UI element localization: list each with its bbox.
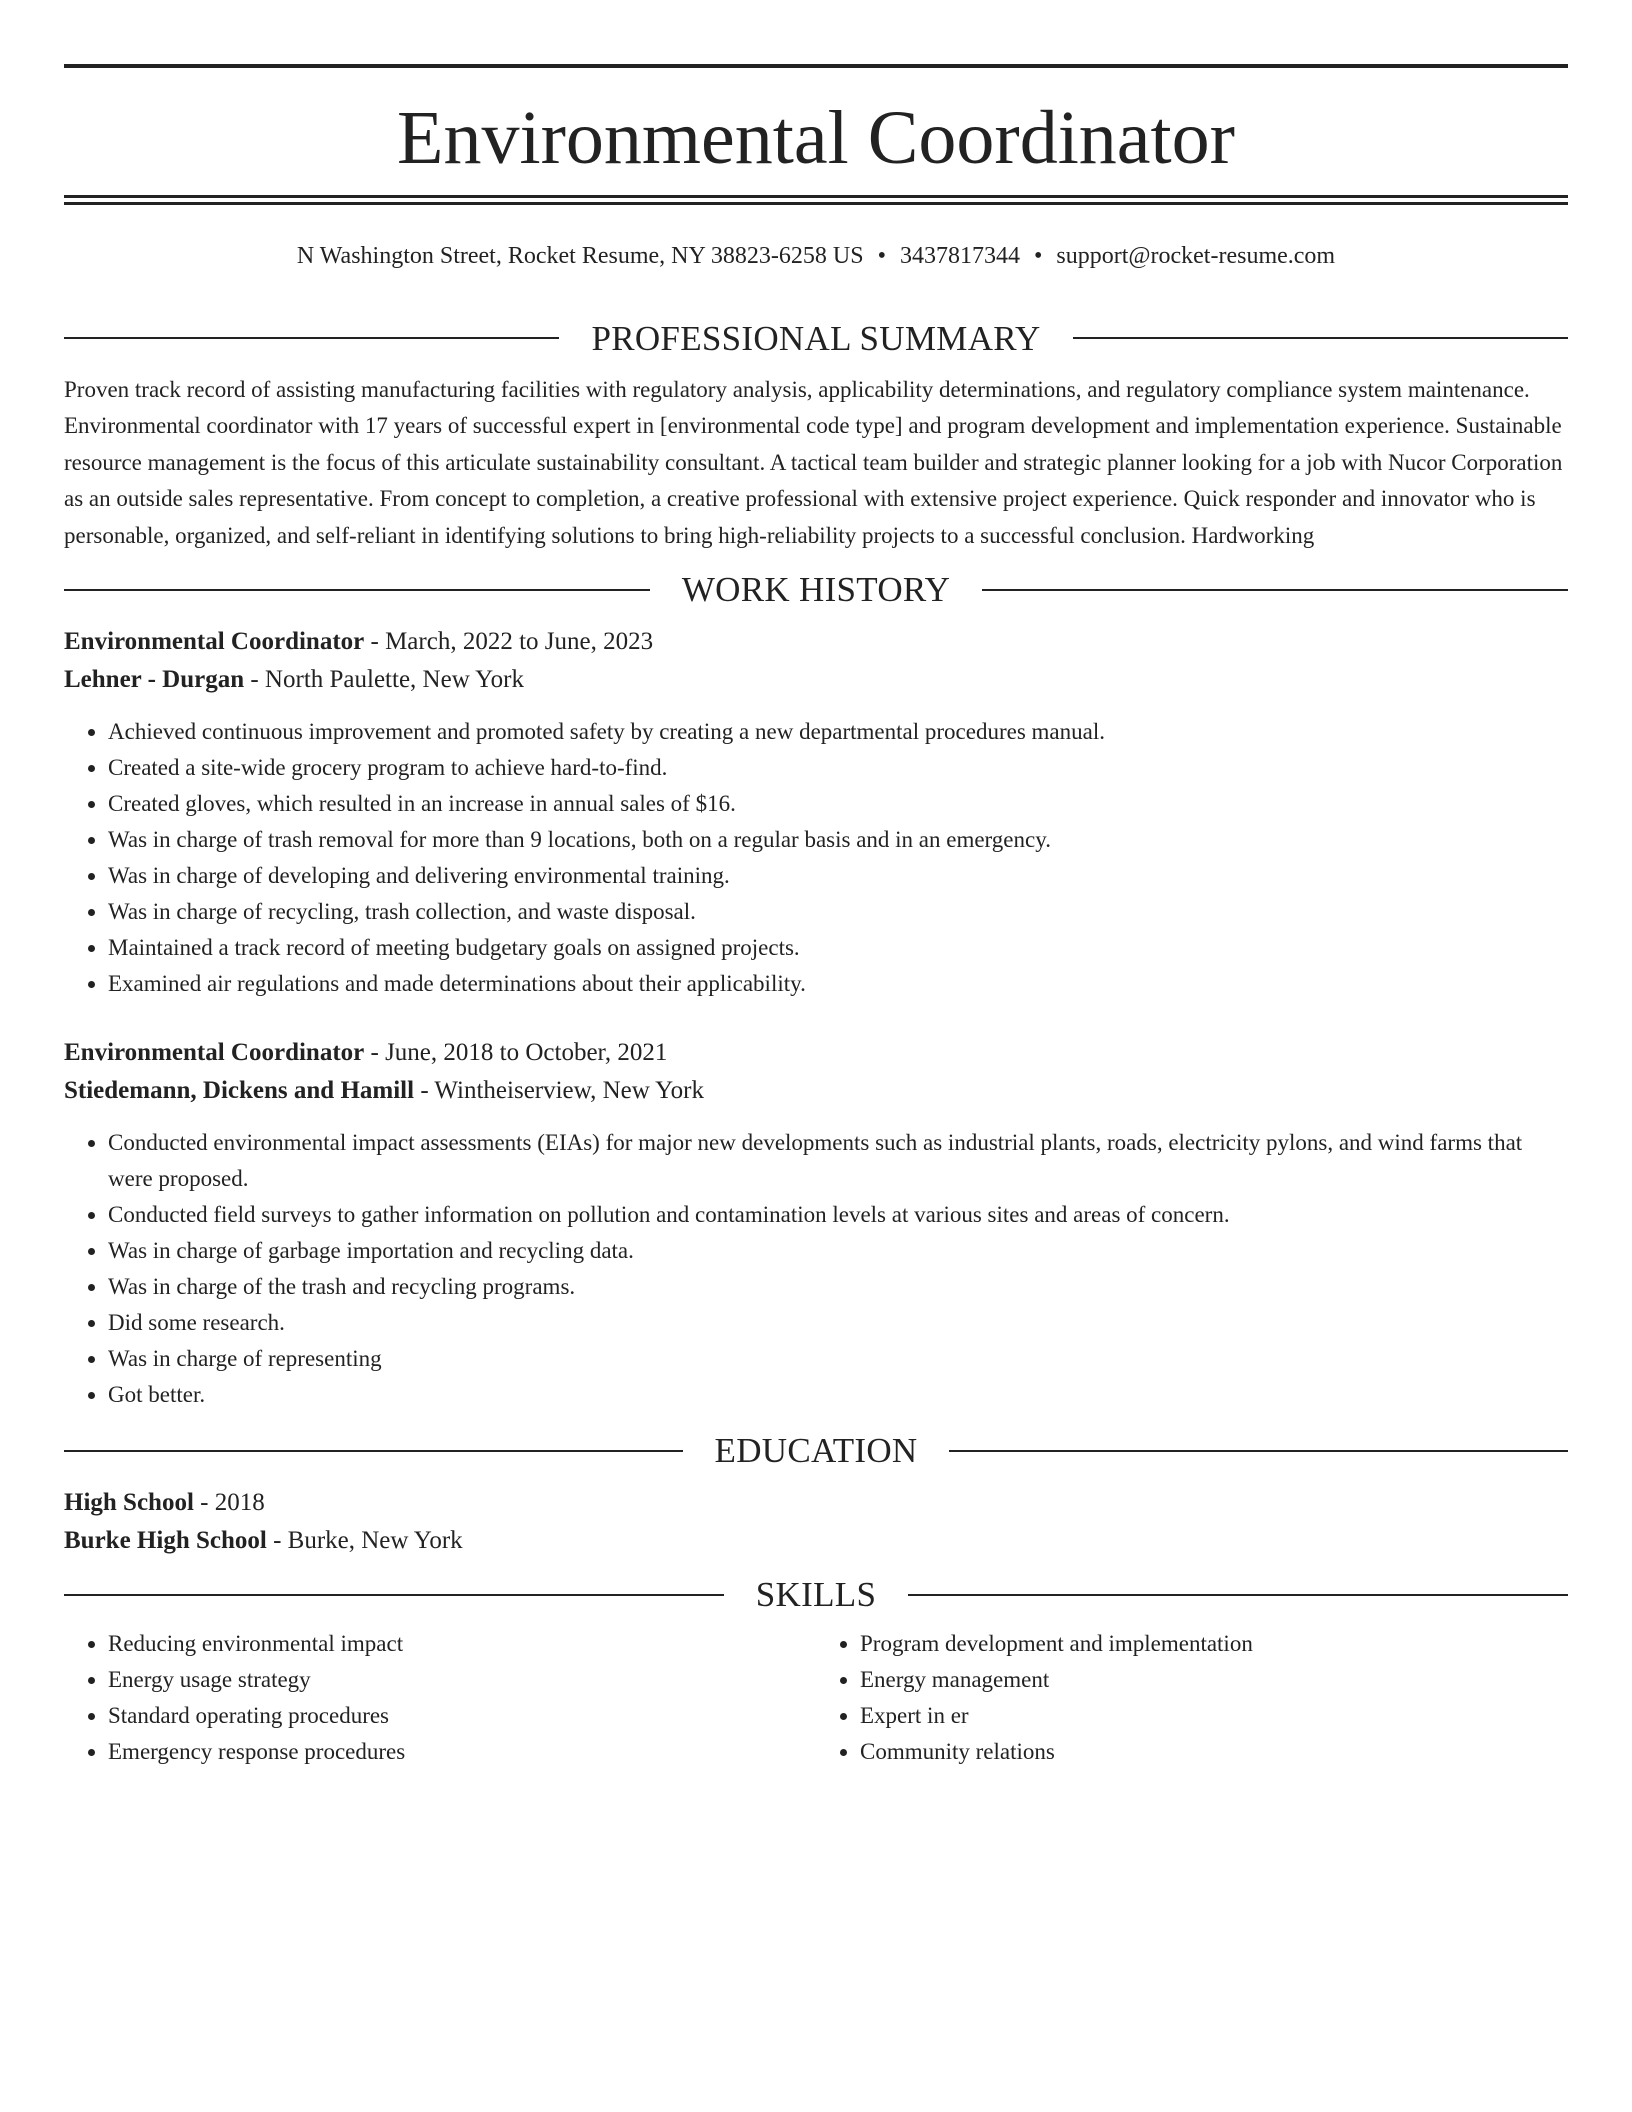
summary-text: Proven track record of assisting manufacturing facilities with regulatory analysis, applicability determinations, and regulatory compliance system maintenance. Environmental coordinator with 17 years of successful expert in [environmental code type] and program development and implementation experience. Sustainable resource management is the focus of this articulate sustainability consultant. A tactical team builder and strategic planner looking for a job with Nucor Corporation as an outside sales representative. From concept to completion, a creative professional with extensive project experience. Quick responder and innovator who is personable, organized, and self-reliant in identifying solutions to bring high-reliability projects to a successful conclusion. Hardworking xyxy=(64,376,1563,548)
section-heading-summary xyxy=(64,318,1568,358)
contact-address: N Washington Street, Rocket Resume, NY 38823-6258 US xyxy=(296,243,864,269)
list-item: • Conducted environmental impact assessments (EIAs) for major new developments such as industrial plants, roads, electricity pylons, and wind farms that were proposed. xyxy=(108,1125,1568,1197)
job-bullets xyxy=(64,1125,1568,1413)
header-double-rule xyxy=(64,195,1568,205)
contact-phone: 3437817344 xyxy=(900,243,1020,269)
list-item: • Got better. xyxy=(108,1377,1568,1413)
education-location: - Burke, New York xyxy=(266,1526,463,1554)
list-item: • Conducted field surveys to gather information on pollution and contamination levels at various sites and areas of concern. xyxy=(108,1197,1568,1233)
job-title-line xyxy=(64,623,1568,661)
skill-item: • Expert in er xyxy=(860,1698,1568,1734)
job-bullets xyxy=(64,714,1568,1002)
list-item: • Maintained a track record of meeting budgetary goals on assigned projects. xyxy=(108,930,1568,966)
skills-column-right xyxy=(816,1626,1568,1770)
list-item: • Created gloves, which resulted in an increase in annual sales of $16. xyxy=(108,786,1568,822)
list-item: • Was in charge of developing and delivering environmental training. xyxy=(108,858,1568,894)
skills-heading-text: SKILLS xyxy=(755,1575,877,1615)
summary-heading-text: PROFESSIONAL SUMMARY xyxy=(591,318,1041,358)
section-heading-skills xyxy=(64,1575,1568,1615)
resume-page xyxy=(64,64,1568,1770)
list-item: • Was in charge of garbage importation and recycling data. xyxy=(108,1233,1568,1269)
job-entry xyxy=(64,1034,1568,1413)
skill-item: • Community relations xyxy=(860,1734,1568,1770)
job-dates: - March, 2022 to June, 2023 xyxy=(364,628,654,656)
job-title: Environmental Coordinator xyxy=(64,628,365,656)
job-location: - North Paulette, New York xyxy=(244,665,524,693)
skills-column-left xyxy=(64,1626,816,1770)
job-title-line xyxy=(64,1034,1568,1072)
job-dates: - June, 2018 to October, 2021 xyxy=(364,1039,668,1067)
section-heading-work xyxy=(64,570,1568,610)
resume-name: Environmental Coordinator xyxy=(397,96,1235,180)
skill-item: • Program development and implementation xyxy=(860,1626,1568,1662)
job-company: Lehner - Durgan xyxy=(64,665,245,693)
education-school-line xyxy=(64,1522,1568,1560)
job-company-line xyxy=(64,1072,1568,1110)
list-item: • Examined air regulations and made determinations about their applicability. xyxy=(108,966,1568,1002)
education-degree-line xyxy=(64,1484,1568,1522)
contact-email: support@rocket-resume.com xyxy=(1056,243,1336,269)
job-company: Stiedemann, Dickens and Hamill xyxy=(64,1076,415,1104)
section-heading-education xyxy=(64,1431,1568,1471)
education-entry xyxy=(64,1484,1568,1559)
job-location: - Wintheiserview, New York xyxy=(414,1076,704,1104)
list-item: • Was in charge of the trash and recycling programs. xyxy=(108,1269,1568,1305)
education-degree: High School xyxy=(64,1489,194,1517)
list-item: • Was in charge of trash removal for more than 9 locations, both on a regular basis and in an emergency. xyxy=(108,822,1568,858)
contact-line xyxy=(64,242,1568,271)
list-item: • Was in charge of representing xyxy=(108,1341,1568,1377)
skill-item: • Energy management xyxy=(860,1662,1568,1698)
skill-item: • Standard operating procedures xyxy=(108,1698,816,1734)
work-heading-text: WORK HISTORY xyxy=(681,570,951,610)
skill-item: • Energy usage strategy xyxy=(108,1662,816,1698)
list-item: • Achieved continuous improvement and promoted safety by creating a new departmental procedures manual. xyxy=(108,714,1568,750)
contact-separator: • xyxy=(1034,243,1043,269)
education-school: Burke High School xyxy=(64,1526,267,1554)
skill-item: • Emergency response procedures xyxy=(108,1734,816,1770)
skill-item: • Reducing environmental impact xyxy=(108,1626,816,1662)
education-heading-text: EDUCATION xyxy=(714,1431,918,1471)
skills-grid xyxy=(64,1626,1568,1770)
job-title: Environmental Coordinator xyxy=(64,1039,365,1067)
list-item: • Created a site-wide grocery program to achieve hard-to-find. xyxy=(108,750,1568,786)
job-company-line xyxy=(64,661,1568,699)
education-year: - 2018 xyxy=(193,1489,265,1517)
list-item: • Was in charge of recycling, trash collection, and waste disposal. xyxy=(108,894,1568,930)
job-entry xyxy=(64,623,1568,1002)
list-item: • Did some research. xyxy=(108,1305,1568,1341)
contact-separator: • xyxy=(877,243,886,269)
